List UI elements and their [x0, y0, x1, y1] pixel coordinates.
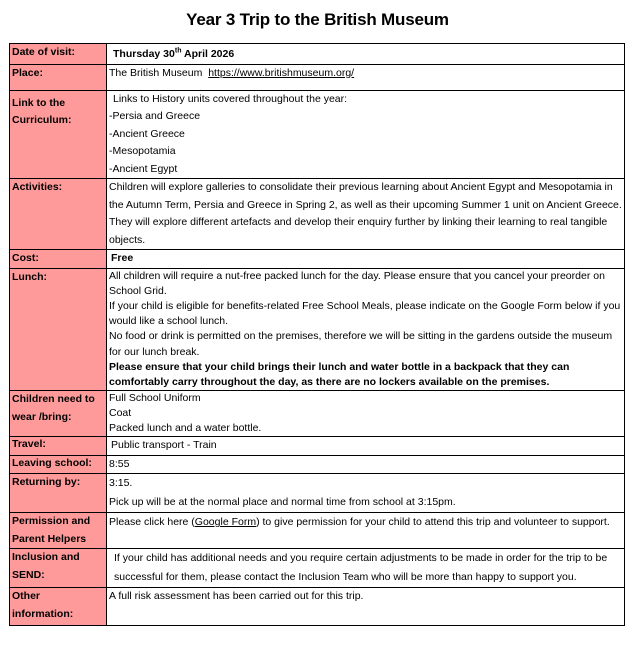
label-place: Place: [10, 64, 107, 90]
row-lunch [10, 268, 625, 391]
row-inclusion [10, 549, 625, 588]
label-inclusion: Inclusion and SEND: [10, 549, 107, 588]
curriculum-item: -Mesopotamia [109, 145, 176, 157]
place-text: The British Museum [109, 66, 209, 79]
curriculum-item: -Persia and Greece [109, 110, 201, 122]
wear-item: Full School Uniform [109, 392, 201, 405]
row-cost [10, 250, 625, 269]
returning-time: 3:15. [109, 477, 133, 490]
value-returning [107, 474, 625, 513]
lunch-para-1: All children will require a nut-free packed lunch for the day. Please ensure that you cancel your preorder on School Grid. [109, 269, 605, 297]
label-activities: Activities: [10, 179, 107, 250]
lunch-para-2: If your child is eligible for benefits-related Free School Meals, please indicate on the Google Form below if you would like a school lunch. [109, 299, 621, 328]
value-inclusion: If your child has additional needs and you require certain adjustments to be made in order for the trip to be successful for them, please contact the Inclusion Team who will be more than happy to support you. [107, 549, 625, 588]
label-curriculum: Link to the Curriculum: [10, 90, 107, 179]
value-leaving: 8:55 [107, 455, 625, 474]
trip-info-table [9, 43, 625, 626]
row-permission [10, 513, 625, 549]
row-other [10, 588, 625, 626]
curriculum-item: -Ancient Egypt [109, 162, 178, 175]
value-curriculum [107, 90, 625, 179]
permission-post: ) to give permission for your child to attend this trip and volunteer to support. [256, 516, 610, 529]
value-activities [107, 179, 625, 250]
returning-note: Pick up will be at the normal place and normal time from school at 3:15pm. [109, 496, 456, 509]
page-title: Year 3 Trip to the British Museum [186, 10, 449, 29]
row-wear [10, 391, 625, 437]
value-permission [107, 513, 625, 549]
value-travel: Public transport - Train [107, 437, 625, 456]
label-wear: Children need to wear /bring: [10, 391, 107, 437]
row-returning [10, 474, 625, 513]
label-travel: Travel: [10, 437, 107, 456]
curriculum-intro: Links to History units covered throughout the year: [113, 92, 348, 105]
value-lunch [107, 268, 625, 391]
label-permission: Permission and Parent Helpers [10, 513, 107, 549]
row-activities [10, 179, 625, 250]
row-place [10, 64, 625, 90]
label-other: Other information: [10, 588, 107, 626]
curriculum-item: -Ancient Greece [109, 127, 185, 140]
label-date: Date of visit: [10, 44, 107, 65]
activities-para-1: Children will explore galleries to consolidate their previous learning about Ancient Egypt and Mesopotamia in the Autumn Term, Persia and Greece in Spring 2, as well as their upcoming Summer 1 unit on Ancient Greece. [109, 181, 622, 211]
label-lunch: Lunch: [10, 268, 107, 391]
value-place [107, 64, 625, 90]
date-rest: April 2026 [181, 48, 235, 60]
row-date [10, 44, 625, 65]
value-other: A full risk assessment has been carried out for this trip. [107, 588, 625, 626]
row-travel [10, 437, 625, 456]
label-returning: Returning by: [10, 474, 107, 513]
label-cost: Cost: [10, 250, 107, 269]
value-cost: Free [107, 250, 625, 269]
wear-item: Packed lunch and a water bottle. [109, 422, 262, 435]
museum-link[interactable]: https://www.britishmuseum.org/ [208, 66, 355, 79]
wear-item: Coat [109, 407, 132, 420]
row-curriculum [10, 90, 625, 179]
google-form-link[interactable]: Google Form [194, 516, 257, 529]
value-date [107, 44, 625, 65]
value-wear [107, 391, 625, 437]
date-day: Thursday 30 [113, 48, 175, 60]
permission-pre: Please click here ( [109, 516, 195, 529]
lunch-para-3: No food or drink is permitted on the premises, therefore we will be sitting in the gardens outside the museum for our lunch break. [109, 330, 613, 358]
lunch-para-4: Please ensure that your child brings their lunch and water bottle in a backpack that they can comfortably carry throughout the day, as there are no lockers available on the premises. [109, 360, 570, 388]
activities-para-2: They will explore different artefacts and develop their enquiry further by linking their learning to real tangible objects. [109, 216, 608, 246]
label-leaving: Leaving school: [10, 455, 107, 474]
row-leaving [10, 455, 625, 474]
date-suffix: th [174, 47, 182, 55]
